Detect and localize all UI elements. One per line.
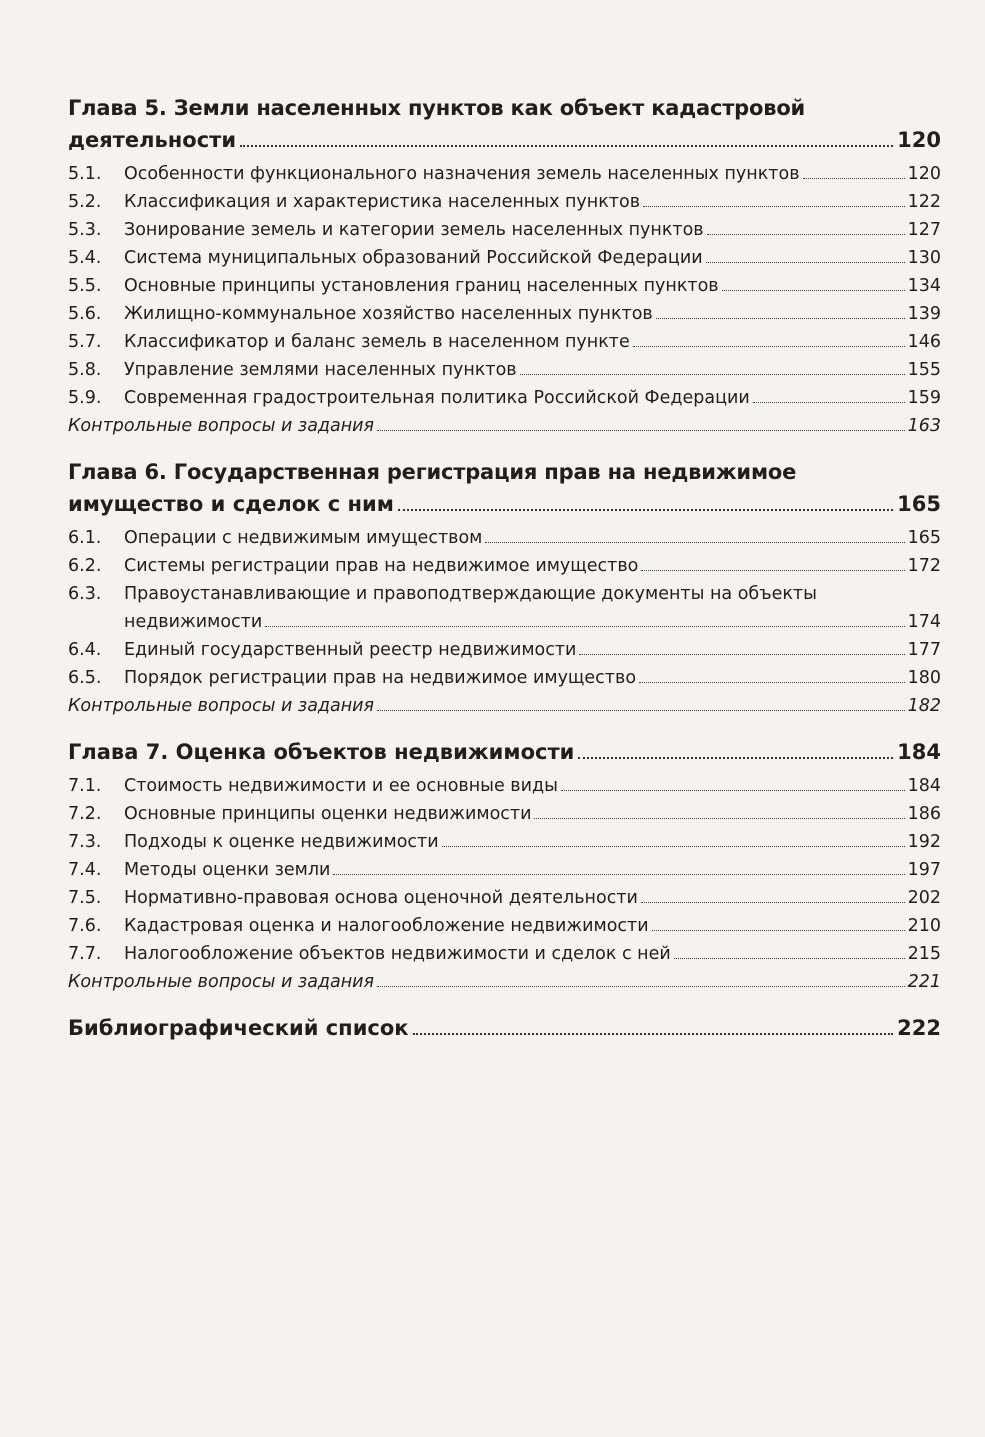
section-number: 7.1. xyxy=(68,776,102,796)
review-questions-entry[interactable] xyxy=(68,412,941,440)
section-number: 5.4. xyxy=(68,248,102,268)
section-title: Операции с недвижимым имуществом xyxy=(124,528,483,548)
bibliography-title: Библиографический список xyxy=(68,1016,409,1040)
toc-entry[interactable] xyxy=(68,912,941,940)
section-number: 7.6. xyxy=(68,916,102,936)
section-title: Современная градостроительная политика Российской Федерации xyxy=(124,388,750,408)
section-list xyxy=(68,772,941,996)
section-title: Особенности функционального назначения земель населенных пунктов xyxy=(124,164,800,184)
dot-leader xyxy=(579,654,904,655)
dot-leader xyxy=(377,986,905,987)
section-page: 159 xyxy=(907,388,941,408)
section-page: 202 xyxy=(907,888,941,908)
section-title: Основные принципы оценки недвижимости xyxy=(124,804,532,824)
toc-entry[interactable] xyxy=(68,552,941,580)
toc-entry[interactable] xyxy=(68,384,941,412)
section-page: 215 xyxy=(907,944,941,964)
review-page: 163 xyxy=(907,416,941,436)
review-title: Контрольные вопросы и задания xyxy=(68,416,375,436)
chapter-title-line xyxy=(68,488,941,520)
section-number: 7.2. xyxy=(68,804,102,824)
dot-leader xyxy=(377,710,905,711)
section-number: 7.7. xyxy=(68,944,102,964)
chapter-title-line xyxy=(68,736,941,768)
review-questions-entry[interactable] xyxy=(68,692,941,720)
section-title: Единый государственный реестр недвижимости xyxy=(124,640,577,660)
section-page: 146 xyxy=(907,332,941,352)
toc-entry[interactable] xyxy=(68,160,941,188)
chapter-7 xyxy=(68,736,941,996)
section-title: Зонирование земель и категории земель населенных пунктов xyxy=(124,220,704,240)
section-title: Система муниципальных образований Российской Федерации xyxy=(124,248,703,268)
toc-entry[interactable] xyxy=(68,884,941,912)
section-number: 6.1. xyxy=(68,528,102,548)
section-title: Правоустанавливающие и правоподтверждающие документы на объекты xyxy=(124,584,817,604)
section-number: 7.3. xyxy=(68,832,102,852)
toc-entry[interactable] xyxy=(68,800,941,828)
review-page: 221 xyxy=(907,972,941,992)
section-title: Налогообложение объектов недвижимости и сделок с ней xyxy=(124,944,671,964)
table-of-contents xyxy=(68,92,941,1044)
section-page: 177 xyxy=(907,640,941,660)
section-number: 5.1. xyxy=(68,164,102,184)
toc-entry[interactable] xyxy=(68,216,941,244)
review-title: Контрольные вопросы и задания xyxy=(68,972,375,992)
chapter-page: 165 xyxy=(897,492,941,516)
review-questions-entry[interactable] xyxy=(68,968,941,996)
review-page: 182 xyxy=(907,696,941,716)
dot-leader xyxy=(639,682,905,683)
section-page: 122 xyxy=(907,192,941,212)
toc-entry[interactable] xyxy=(68,940,941,968)
section-page: 184 xyxy=(907,776,941,796)
dot-leader xyxy=(706,262,905,263)
section-title: Управление землями населенных пунктов xyxy=(124,360,517,380)
section-title: Стоимость недвижимости и ее основные виды xyxy=(124,776,558,796)
dot-leader xyxy=(333,874,904,875)
dot-leader xyxy=(413,1033,894,1035)
toc-entry[interactable] xyxy=(68,664,941,692)
toc-entry[interactable] xyxy=(68,580,941,636)
section-title: Основные принципы установления границ населенных пунктов xyxy=(124,276,719,296)
toc-entry[interactable] xyxy=(68,356,941,384)
dot-leader xyxy=(641,902,905,903)
dot-leader xyxy=(520,374,905,375)
section-number: 7.5. xyxy=(68,888,102,908)
toc-entry[interactable] xyxy=(68,328,941,356)
section-number: 5.7. xyxy=(68,332,102,352)
section-page: 197 xyxy=(907,860,941,880)
dot-leader xyxy=(442,846,905,847)
toc-entry[interactable] xyxy=(68,300,941,328)
review-title: Контрольные вопросы и задания xyxy=(68,696,375,716)
chapter-6 xyxy=(68,456,941,720)
section-number: 5.5. xyxy=(68,276,102,296)
section-page: 180 xyxy=(907,668,941,688)
section-title: Системы регистрации прав на недвижимое имущество xyxy=(124,556,639,576)
dot-leader xyxy=(643,206,905,207)
chapter-page: 120 xyxy=(897,128,941,152)
chapter-title-line xyxy=(68,124,941,156)
section-page: 120 xyxy=(907,164,941,184)
section-title: Классификация и характеристика населенных пунктов xyxy=(124,192,641,212)
toc-entry[interactable] xyxy=(68,188,941,216)
chapter-title: Глава 7. Оценка объектов недвижимости xyxy=(68,740,575,764)
section-page: 210 xyxy=(907,916,941,936)
toc-entry[interactable] xyxy=(68,272,941,300)
dot-leader xyxy=(707,234,905,235)
section-number: 6.3. xyxy=(68,584,102,604)
section-number: 5.2. xyxy=(68,192,102,212)
dot-leader xyxy=(240,145,893,147)
chapter-5 xyxy=(68,92,941,440)
dot-leader xyxy=(578,757,893,759)
section-number: 6.5. xyxy=(68,668,102,688)
dot-leader xyxy=(641,570,904,571)
section-title-cont: недвижимости xyxy=(124,612,263,632)
section-title: Нормативно-правовая основа оценочной деятельности xyxy=(124,888,638,908)
dot-leader xyxy=(265,626,904,627)
section-page: 172 xyxy=(907,556,941,576)
dot-leader xyxy=(633,346,905,347)
toc-entry[interactable] xyxy=(68,828,941,856)
toc-entry[interactable] xyxy=(68,244,941,272)
dot-leader xyxy=(534,818,904,819)
section-number: 5.3. xyxy=(68,220,102,240)
section-page: 174 xyxy=(907,612,941,632)
section-page: 155 xyxy=(907,360,941,380)
section-page: 192 xyxy=(907,832,941,852)
section-title: Классификатор и баланс земель в населенном пункте xyxy=(124,332,630,352)
section-page: 130 xyxy=(907,248,941,268)
section-title: Кадастровая оценка и налогообложение недвижимости xyxy=(124,916,649,936)
dot-leader xyxy=(398,509,893,511)
chapter-title: Глава 6. Государственная регистрация прав на недвижимое xyxy=(68,460,797,484)
dot-leader xyxy=(753,402,905,403)
section-title: Подходы к оценке недвижимости xyxy=(124,832,439,852)
section-page: 165 xyxy=(907,528,941,548)
section-number: 7.4. xyxy=(68,860,102,880)
dot-leader xyxy=(377,430,905,431)
section-list xyxy=(68,160,941,440)
toc-entry[interactable] xyxy=(68,524,941,552)
dot-leader xyxy=(674,958,905,959)
toc-entry[interactable] xyxy=(68,856,941,884)
dot-leader xyxy=(652,930,905,931)
dot-leader xyxy=(722,290,905,291)
section-page: 127 xyxy=(907,220,941,240)
section-number: 6.2. xyxy=(68,556,102,576)
bibliography-page: 222 xyxy=(897,1016,941,1040)
section-page: 134 xyxy=(907,276,941,296)
section-number: 5.6. xyxy=(68,304,102,324)
section-title: Жилищно-коммунальное хозяйство населенных пунктов xyxy=(124,304,653,324)
dot-leader xyxy=(485,542,904,543)
section-list xyxy=(68,524,941,720)
section-page: 139 xyxy=(907,304,941,324)
chapter-title-cont: деятельности xyxy=(68,128,237,152)
dot-leader xyxy=(561,790,905,791)
dot-leader xyxy=(656,318,905,319)
section-title: Методы оценки земли xyxy=(124,860,331,880)
section-number: 5.9. xyxy=(68,388,102,408)
bibliography-entry[interactable] xyxy=(68,1012,941,1044)
toc-entry[interactable] xyxy=(68,636,941,664)
chapter-title: Глава 5. Земли населенных пунктов как объект кадастровой xyxy=(68,96,806,120)
dot-leader xyxy=(803,178,905,179)
chapter-title-cont: имущество и сделок с ним xyxy=(68,492,394,516)
toc-entry[interactable] xyxy=(68,772,941,800)
section-number: 6.4. xyxy=(68,640,102,660)
section-page: 186 xyxy=(907,804,941,824)
chapter-page: 184 xyxy=(897,740,941,764)
section-number: 5.8. xyxy=(68,360,102,380)
section-title: Порядок регистрации прав на недвижимое имущество xyxy=(124,668,637,688)
